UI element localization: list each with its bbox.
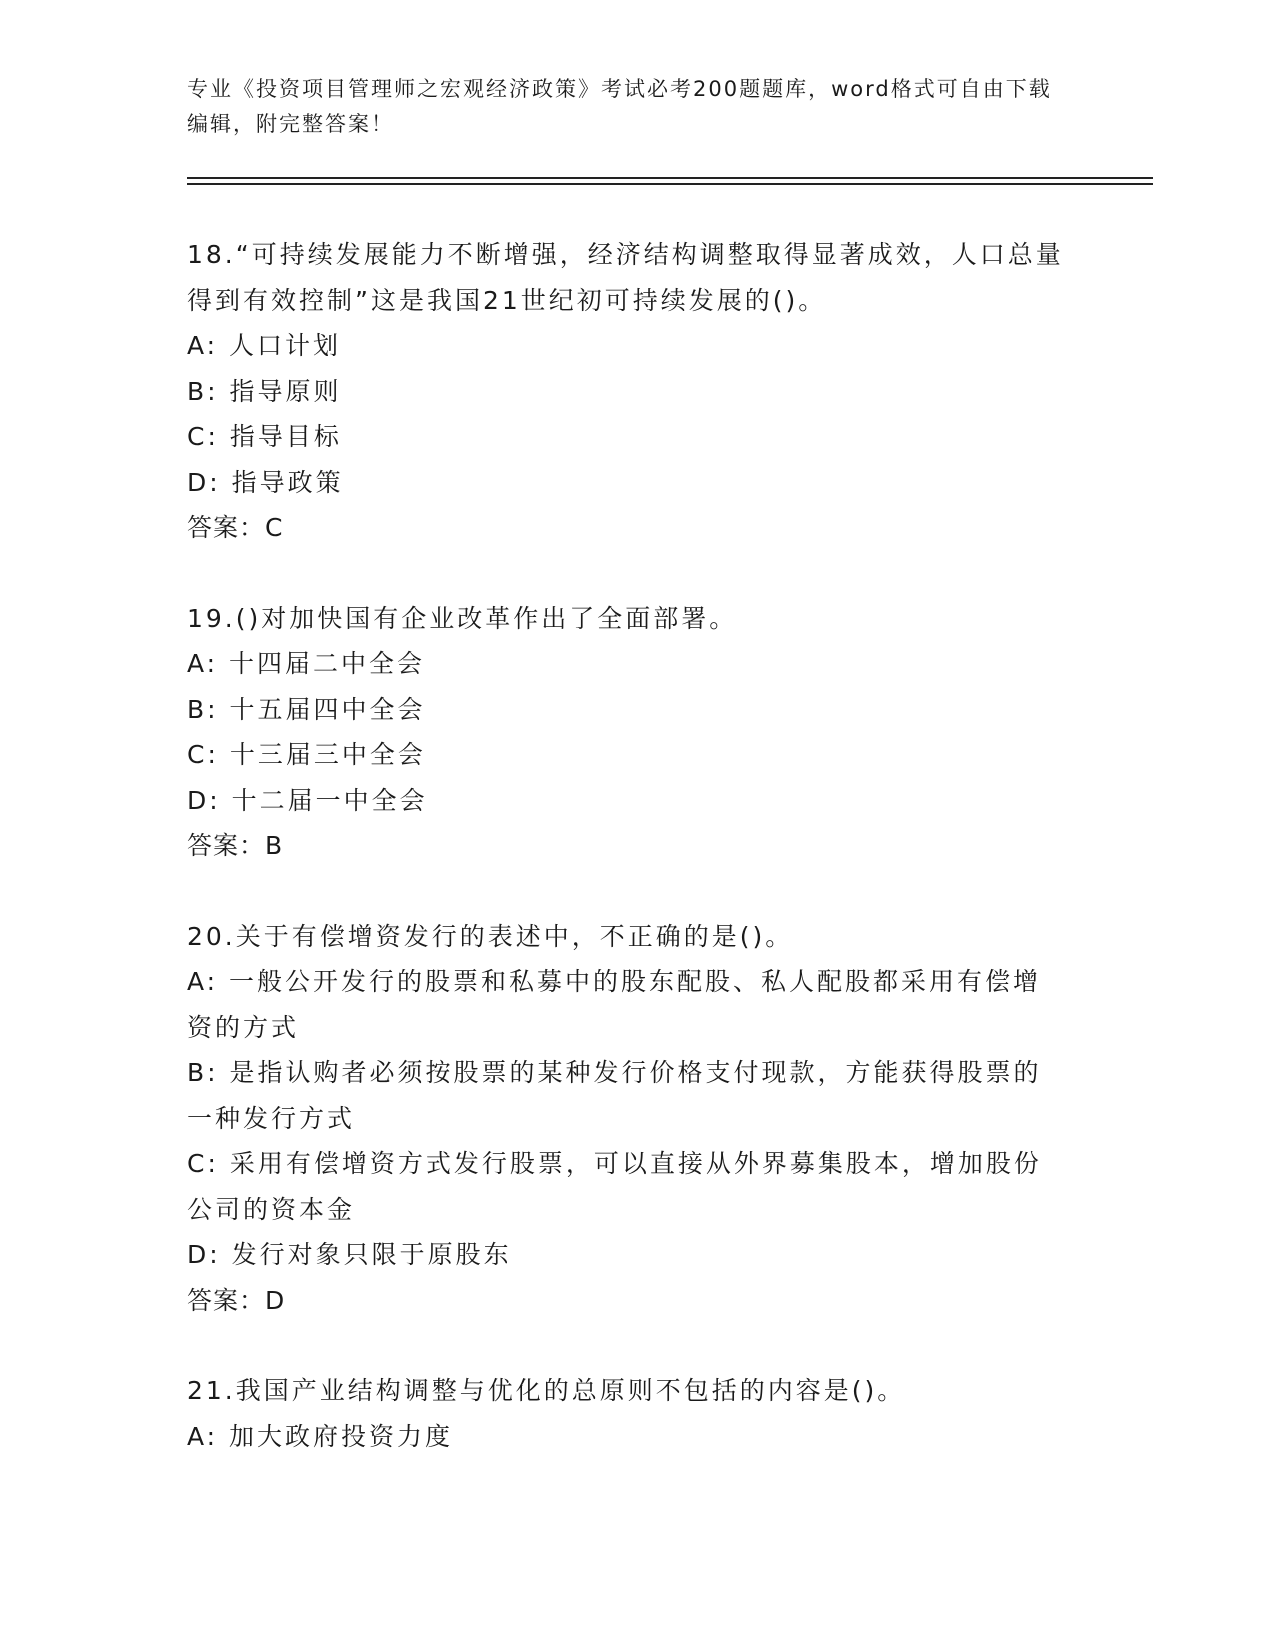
option-b: B: 是指认购者必须按股票的某种发行价格支付现款，方能获得股票的一种发行方式 xyxy=(187,1058,1042,1133)
option-a: A: 加大政府投资力度 xyxy=(187,1421,454,1451)
option-c: C: 采用有偿增资方式发行股票，可以直接从外界募集股本，增加股份公司的资本金 xyxy=(187,1149,1042,1224)
question-stem: 20.关于有偿增资发行的表述中，不正确的是()。 xyxy=(187,921,794,951)
question-stem: 18.“可持续发展能力不断增强，经济结构调整取得显著成效，人口总量得到有效控制”这是我国21世纪初可持续发展的()。 xyxy=(187,240,1064,315)
option-c: C: 十三届三中全会 xyxy=(187,740,426,769)
answer: 答案：C xyxy=(187,513,284,542)
question-21 xyxy=(187,1368,1067,1459)
header-rule-top xyxy=(187,177,1153,179)
question-19 xyxy=(187,596,1067,869)
option-a: A: 一般公开发行的股票和私募中的股东配股、私人配股都采用有偿增资的方式 xyxy=(187,967,1042,1042)
option-a: A: 人口计划 xyxy=(187,331,342,360)
question-list xyxy=(187,232,1067,1504)
header-rule-bottom xyxy=(187,183,1153,185)
document-header: 专业《投资项目管理师之宏观经济政策》考试必考200题题库，word格式可自由下载编辑，附完整答案！ xyxy=(187,77,1052,136)
option-d: D: 指导政策 xyxy=(187,467,344,497)
question-stem: 19.()对加快国有企业改革作出了全面部署。 xyxy=(187,603,738,633)
question-20 xyxy=(187,914,1067,1324)
answer: 答案：D xyxy=(187,1285,286,1315)
answer: 答案：B xyxy=(187,831,284,860)
option-a: A: 十四届二中全会 xyxy=(187,649,426,678)
option-b: B: 指导原则 xyxy=(187,376,342,406)
option-d: D: 发行对象只限于原股东 xyxy=(187,1240,512,1269)
question-stem: 21.我国产业结构调整与优化的总原则不包括的内容是()。 xyxy=(187,1376,906,1405)
option-c: C: 指导目标 xyxy=(187,422,342,451)
option-d: D: 十二届一中全会 xyxy=(187,785,428,815)
question-18 xyxy=(187,232,1067,551)
option-b: B: 十五届四中全会 xyxy=(187,694,426,724)
